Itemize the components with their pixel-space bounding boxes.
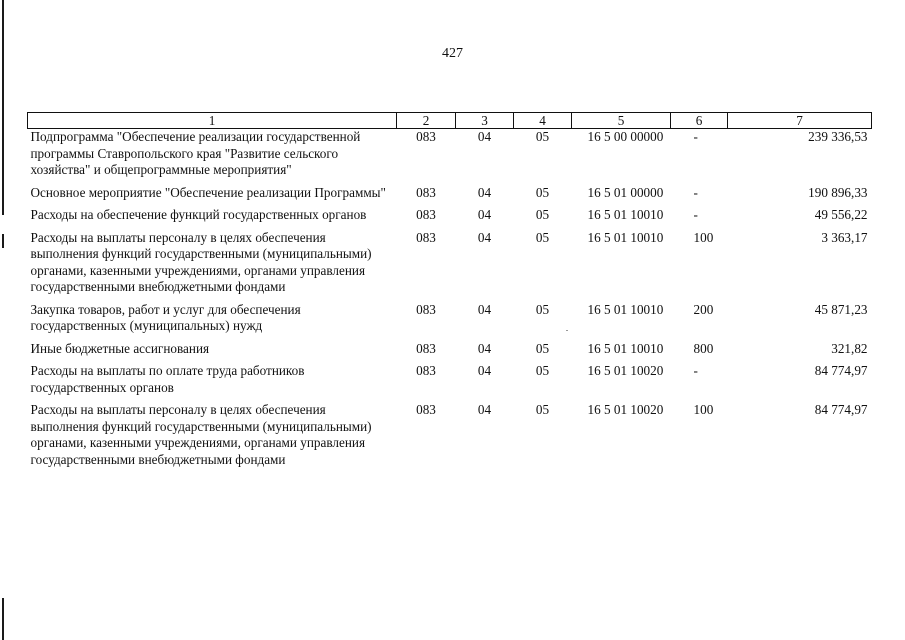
table-row bbox=[28, 302, 872, 341]
row-expense-kind: 800 bbox=[693, 340, 714, 356]
row-name: Подпрограмма "Обеспечение реализации государственной программы Ставропольского края "Развитие сельского хозяйства" и общепрограммные мероприятия" bbox=[30, 129, 361, 177]
column-header: 4 bbox=[514, 113, 572, 129]
row-subsection-code: 05 bbox=[535, 184, 550, 200]
budget-table bbox=[27, 112, 872, 474]
row-ministry-code: 083 bbox=[416, 301, 436, 317]
table-row bbox=[28, 129, 872, 185]
row-name: Расходы на выплаты персоналу в целях обеспечения выполнения функций государственными (муниципальными) органами, казенными учреждениями, органами управления государственными внебюджетными фондами bbox=[30, 229, 372, 294]
row-expense-kind: 100 bbox=[693, 229, 714, 245]
row-target-code: 16 5 01 10010 bbox=[587, 340, 664, 356]
row-section-code: 04 bbox=[477, 184, 492, 200]
row-ministry-code: 083 bbox=[416, 184, 436, 200]
row-section-code: 04 bbox=[477, 129, 492, 144]
row-expense-kind: - bbox=[693, 184, 698, 200]
row-section-code: 04 bbox=[477, 229, 492, 245]
scan-edge-line bbox=[2, 0, 4, 215]
row-target-code: 16 5 01 10020 bbox=[587, 363, 664, 378]
column-header: 2 bbox=[397, 113, 456, 129]
row-subsection-code: 05 bbox=[535, 229, 550, 245]
row-subsection-code: 05 bbox=[535, 207, 550, 222]
row-sum: 321,82 bbox=[831, 340, 868, 356]
row-name: Закупка товаров, работ и услуг для обеспечения государственных (муниципальных) нужд bbox=[30, 301, 301, 333]
row-sum: 190 896,33 bbox=[808, 184, 868, 200]
column-header: 5 bbox=[572, 113, 671, 129]
row-expense-kind: 200 bbox=[693, 301, 714, 317]
row-name: Расходы на обеспечение функций государственных органов bbox=[30, 207, 367, 222]
column-header: 7 bbox=[728, 113, 872, 129]
row-section-code: 04 bbox=[477, 301, 492, 317]
row-section-code: 04 bbox=[477, 340, 492, 356]
scan-edge-line bbox=[2, 598, 4, 640]
row-expense-kind: - bbox=[693, 363, 698, 378]
row-section-code: 04 bbox=[477, 402, 492, 417]
row-target-code: 16 5 01 10010 bbox=[587, 207, 664, 222]
row-subsection-code: 05 bbox=[535, 363, 550, 378]
row-section-code: 04 bbox=[477, 363, 492, 378]
column-header: 1 bbox=[28, 113, 397, 129]
row-sum: 49 556,22 bbox=[814, 207, 868, 222]
row-target-code: 16 5 01 10010 bbox=[587, 301, 664, 317]
row-name: Основное мероприятие "Обеспечение реализации Программы" bbox=[30, 184, 386, 200]
column-header: 3 bbox=[456, 113, 514, 129]
row-target-code: 16 5 00 00000 bbox=[587, 129, 664, 144]
table-row bbox=[28, 363, 872, 402]
table-row bbox=[28, 230, 872, 302]
row-subsection-code: 05 bbox=[535, 301, 550, 317]
table-header-row bbox=[28, 113, 872, 129]
row-subsection-code: 05 bbox=[535, 402, 550, 417]
row-sum: 239 336,53 bbox=[808, 129, 868, 144]
row-target-code: 16 5 01 10020 bbox=[587, 402, 664, 417]
row-sum: 45 871,23 bbox=[814, 301, 868, 317]
row-expense-kind: - bbox=[693, 129, 698, 144]
table-row bbox=[28, 402, 872, 474]
row-ministry-code: 083 bbox=[416, 402, 436, 417]
row-ministry-code: 083 bbox=[416, 229, 436, 245]
row-sum: 84 774,97 bbox=[814, 402, 868, 417]
table-row bbox=[28, 207, 872, 230]
table-row bbox=[28, 341, 872, 364]
column-header: 6 bbox=[671, 113, 728, 129]
scan-edge-line bbox=[2, 234, 4, 248]
page-number: 427 bbox=[442, 46, 463, 61]
table-body bbox=[28, 129, 872, 475]
row-name: Иные бюджетные ассигнования bbox=[30, 340, 210, 356]
table-row bbox=[28, 185, 872, 208]
row-sum: 84 774,97 bbox=[814, 363, 868, 378]
row-section-code: 04 bbox=[477, 207, 492, 222]
row-name: Расходы на выплаты персоналу в целях обеспечения выполнения функций государственными (муниципальными) органами, казенными учреждениями, органами управления государственными внебюджетными фондами bbox=[30, 402, 372, 467]
row-ministry-code: 083 bbox=[416, 129, 436, 144]
row-expense-kind: - bbox=[693, 207, 698, 222]
row-name: Расходы на выплаты по оплате труда работников государственных органов bbox=[30, 363, 305, 395]
row-subsection-code: 05 bbox=[535, 340, 550, 356]
row-ministry-code: 083 bbox=[416, 340, 436, 356]
row-subsection-code: 05 bbox=[535, 129, 550, 144]
row-target-code: 16 5 01 00000 bbox=[587, 184, 664, 200]
row-ministry-code: 083 bbox=[416, 207, 436, 222]
row-sum: 3 363,17 bbox=[821, 229, 868, 245]
row-target-code: 16 5 01 10010 bbox=[587, 229, 664, 245]
row-ministry-code: 083 bbox=[416, 363, 436, 378]
row-expense-kind: 100 bbox=[693, 402, 714, 417]
